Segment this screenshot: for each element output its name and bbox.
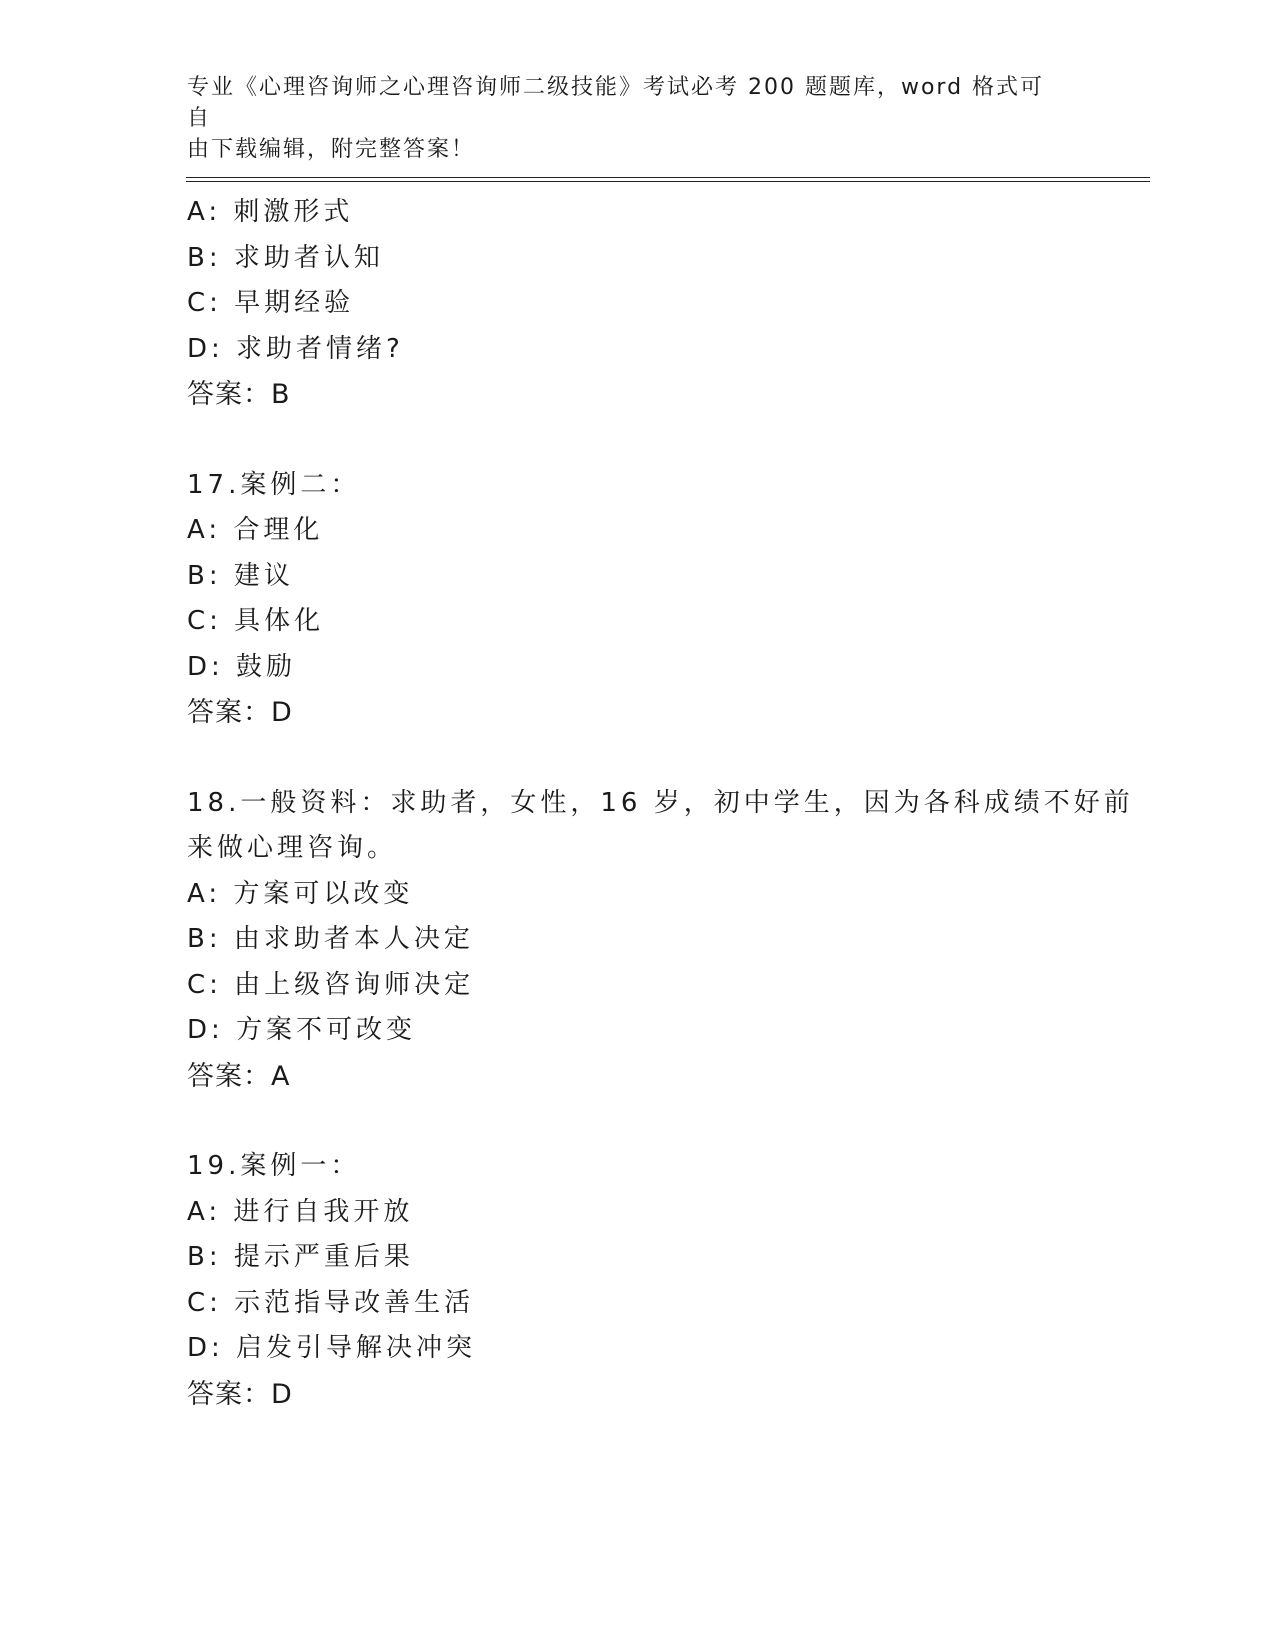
header-line-1: 专业《心理咨询师之心理咨询师二级技能》考试必考 200 题题库，word 格式可自 bbox=[187, 75, 1045, 131]
spacer bbox=[187, 1099, 1087, 1144]
option-d: D: 鼓励 bbox=[187, 651, 297, 682]
question-list bbox=[187, 190, 1134, 1417]
option-b: B: 提示严重后果 bbox=[187, 1242, 414, 1272]
option-a: A: 刺激形式 bbox=[187, 197, 354, 227]
option-b: B: 由求助者本人决定 bbox=[187, 924, 474, 954]
question-block-16 bbox=[187, 190, 1087, 418]
question-text-line-2: 来做心理咨询。 bbox=[187, 833, 398, 863]
option-a: A: 方案可以改变 bbox=[187, 878, 414, 909]
option-c: C: 早期经验 bbox=[187, 288, 355, 318]
question-text: 19.案例一： bbox=[187, 1151, 361, 1181]
question-text-line-1: 18.一般资料：求助者，女性，16 岁，初中学生，因为各科成绩不好前 bbox=[187, 787, 1134, 818]
header-line-2: 由下载编辑，附完整答案！ bbox=[187, 137, 476, 162]
question-block-17 bbox=[187, 463, 1087, 736]
answer-line: 答案：B bbox=[187, 379, 291, 410]
spacer bbox=[187, 418, 1087, 463]
option-d: D: 启发引导解决冲突 bbox=[187, 1333, 477, 1363]
answer-line: 答案：D bbox=[187, 697, 293, 728]
option-c: C: 示范指导改善生活 bbox=[187, 1287, 475, 1318]
answer-line: 答案：D bbox=[187, 1378, 293, 1410]
document-header bbox=[187, 72, 1067, 165]
option-b: B: 建议 bbox=[187, 560, 294, 591]
option-a: A: 合理化 bbox=[187, 515, 324, 545]
option-b: B: 求助者认知 bbox=[187, 242, 384, 273]
option-d: D: 求助者情绪? bbox=[187, 333, 404, 364]
question-text: 17.案例二： bbox=[187, 469, 361, 500]
question-block-18 bbox=[187, 781, 1134, 1100]
answer-line: 答案：A bbox=[187, 1060, 291, 1092]
option-a: A: 进行自我开放 bbox=[187, 1196, 414, 1227]
option-c: C: 由上级咨询师决定 bbox=[187, 969, 475, 1000]
header-divider bbox=[186, 177, 1150, 182]
option-c: C: 具体化 bbox=[187, 606, 325, 636]
question-block-19 bbox=[187, 1144, 1087, 1417]
option-d: D: 方案不可改变 bbox=[187, 1015, 417, 1045]
spacer bbox=[187, 736, 1087, 781]
